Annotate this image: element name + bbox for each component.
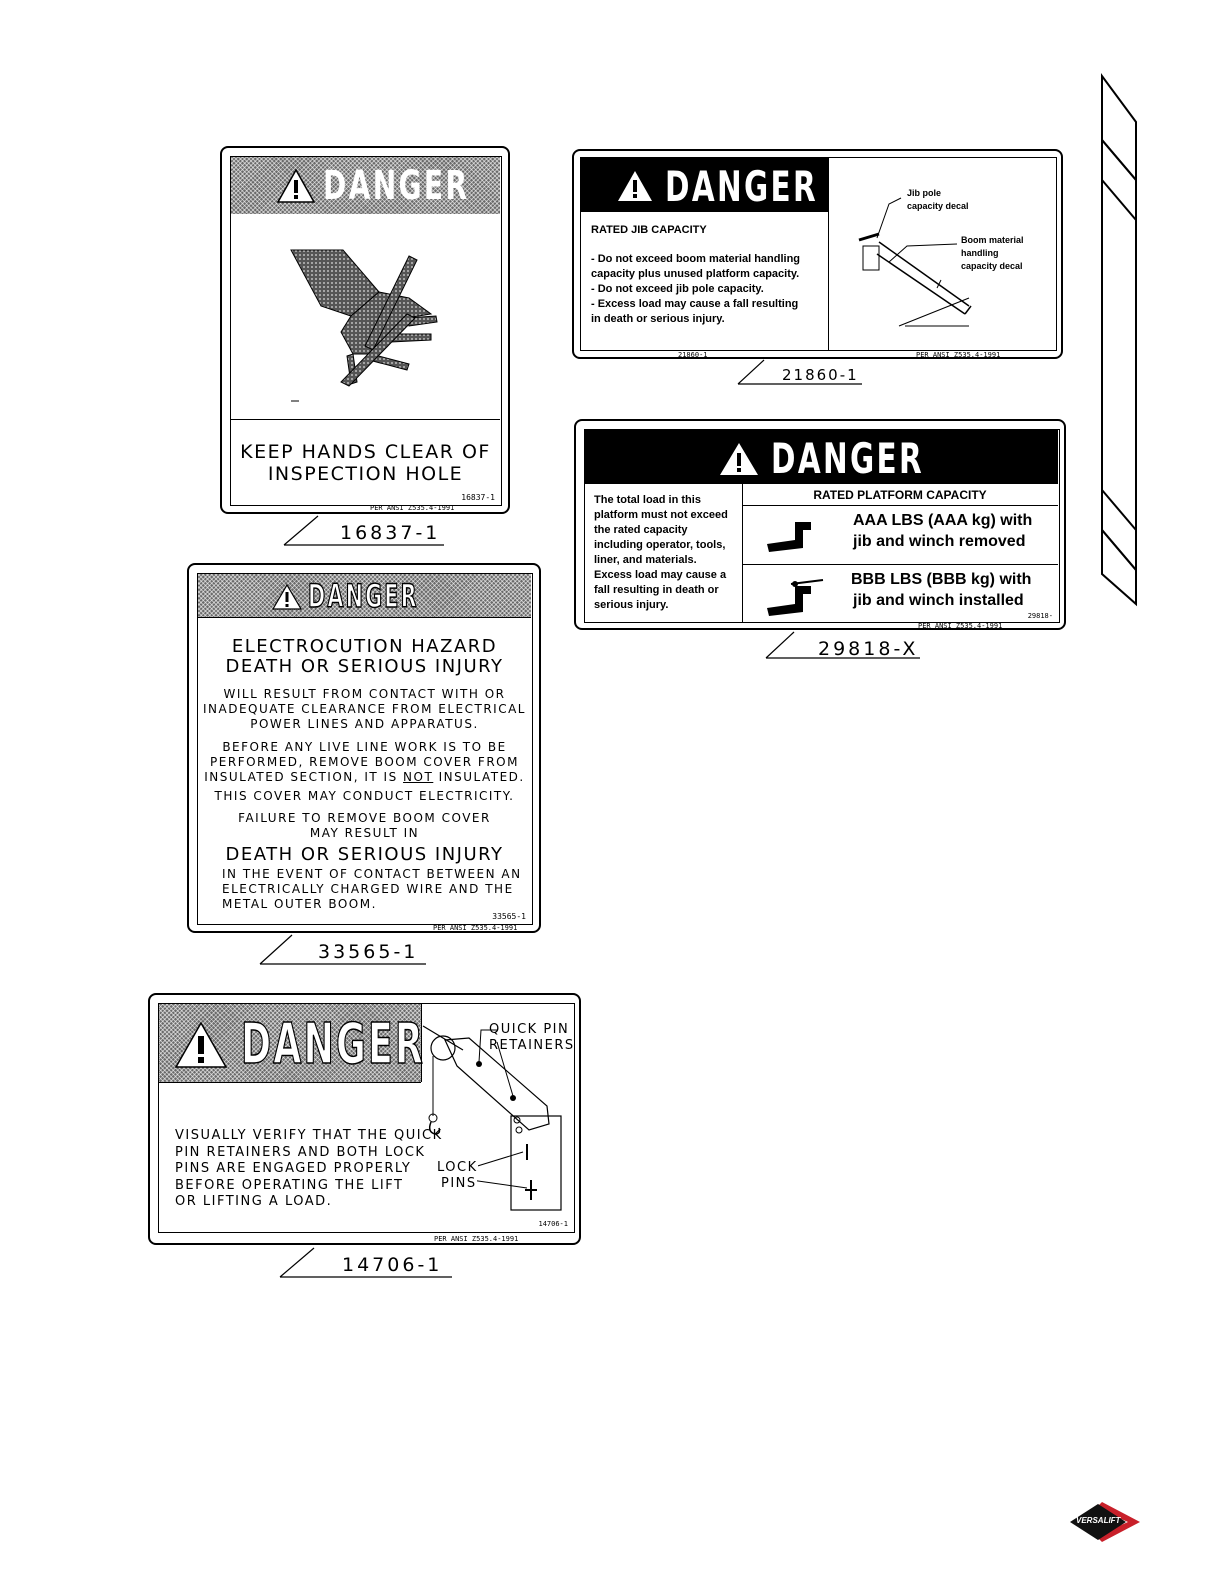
decal-29818-row1-a: AAA LBS (AAA kg) with [853,512,1033,529]
danger-header [231,157,500,214]
decal-29818-l7: serious injury. [594,599,669,611]
decal-21860-per: PER ANSI Z535.4-1991 [916,351,1001,359]
decal-33565-p5a: IN THE EVENT OF CONTACT BETWEEN AN [222,867,522,881]
decal-14706-inner [158,1003,575,1233]
danger-header [159,1004,426,1082]
warning-triangle-icon [719,442,759,476]
decal-16837-line1: KEEP HANDS CLEAR OF [240,441,491,463]
callout-boom-line1: Boom material [961,235,1024,245]
decal-33565-code: 33565-1 [492,912,526,921]
callout-boom-line3: capacity decal [961,261,1023,271]
decal-33565-not: NOT [403,770,434,784]
jib-boom-illustration [829,158,1059,348]
decal-29818-l0: The total load in this [594,494,701,506]
decal-33565-heading3: DEATH OR SERIOUS INJURY [225,844,504,865]
decal-33565-p5b: ELECTRICALLY CHARGED WIRE AND THE [222,882,514,896]
decal-29818-l6: fall resulting in death or [594,584,719,596]
boom-removed-icon [765,518,825,558]
danger-word: DANGER [665,162,819,211]
callout-lock-pins-2: PINS [441,1176,477,1191]
decal-21860-title: RATED JIB CAPACITY [591,224,707,236]
decal-16837-line2: INSPECTION HOLE [267,463,464,485]
decal-33565-p2c-a: INSULATED SECTION, IT IS [204,770,404,784]
decal-33565-p1c: POWER LINES AND APPARATUS. [250,717,479,731]
callout-boom-line2: handling [961,248,999,258]
decal-29818-row1-b: jib and winch removed [853,533,1026,550]
decal-33565-p4a: FAILURE TO REMOVE BOOM COVER [238,811,491,825]
decal-21860 [572,149,1063,359]
decal-29818-per: PER ANSI Z535.4-1991 [918,622,1003,630]
callout-lock-pins-1: LOCK [437,1160,478,1175]
decal-14706-t2: PINS ARE ENGAGED PROPERLY [175,1161,412,1176]
danger-word: DANGER [308,577,419,615]
warning-triangle-icon [272,584,302,610]
callout-jib-line1: Jib pole [907,188,942,198]
decal-14706-per: PER ANSI Z535.4-1991 [434,1235,519,1243]
warning-triangle-icon [617,170,653,202]
decal-33565-p1a: WILL RESULT FROM CONTACT WITH OR [223,687,506,701]
decal-29818-l4: liner, and materials. [594,554,697,566]
decal-14706-t1: PIN RETAINERS AND BOTH LOCK [175,1145,426,1160]
decal-29818-row2-b: jib and winch installed [853,592,1024,609]
decal-29818-l3: including operator, tools, [594,539,726,551]
decal-33565-heading1: ELECTROCUTION HAZARD [231,636,498,657]
decal-33565-p2a: BEFORE ANY LIVE LINE WORK IS TO BE [222,740,507,754]
decal-33565 [187,563,541,933]
danger-header [198,574,531,617]
decal-16837-code: 16837-1 [461,493,495,502]
decal-21860-code: 21860-1 [678,351,708,359]
decal-29818 [574,419,1066,630]
part-number-16837: 16837-1 [340,522,441,544]
part-number-14706: 14706-1 [342,1254,443,1276]
decal-21860-inner [580,157,1057,351]
decal-29818-l5: Excess load may cause a [594,569,727,581]
decal-14706 [148,993,581,1245]
decal-16837-inner [230,156,502,506]
warning-triangle-icon [175,1022,227,1068]
decal-29818-l2: the rated capacity [594,524,688,536]
decal-33565-heading2: DEATH OR SERIOUS INJURY [225,656,504,677]
decal-33565-p2c [198,770,531,784]
hand-hazard-icon [231,214,503,414]
decal-21860-b1: capacity plus unused platform capacity. [591,268,800,280]
decal-33565-p4b: MAY RESULT IN [309,826,420,840]
decal-33565-p1b: INADEQUATE CLEARANCE FROM ELECTRICAL [202,702,526,716]
part-number-21860: 21860-1 [782,366,859,384]
decal-29818-row2-a: BBB LBS (BBB kg) with [851,571,1032,588]
decal-33565-p5c: METAL OUTER BOOM. [222,897,377,911]
danger-word: DANGER [323,163,470,209]
decal-16837-per: PER ANSI Z535.4-1991 [370,504,455,512]
callout-jib-line2: capacity decal [907,201,969,211]
decal-29818-inner [584,429,1060,623]
warning-triangle-icon [277,169,315,203]
decal-14706-t4: OR LIFTING A LOAD. [175,1194,333,1209]
decal-29818-code: 29818- [1027,612,1053,620]
decal-21860-b0: - Do not exceed boom material handling [591,253,801,265]
danger-word: DANGER [771,434,925,483]
decal-29818-table-title: RATED PLATFORM CAPACITY [813,488,987,502]
part-number-29818: 29818-X [818,638,919,660]
decal-14706-code: 14706-1 [538,1220,568,1228]
danger-word: DANGER [241,1012,426,1077]
decal-33565-p2b: PERFORMED, REMOVE BOOM COVER FROM [210,755,519,769]
decal-33565-p2c-b: INSULATED. [433,770,525,784]
decal-16837 [220,146,510,514]
danger-header [581,158,828,212]
versalift-logo-text: VERSALIFT [1076,1516,1121,1525]
decal-33565-inner [197,573,533,925]
decal-21860-b2: - Do not exceed jib pole capacity. [591,283,764,295]
decal-33565-p3: THIS COVER MAY CONDUCT ELECTRICITY. [214,789,515,803]
decal-21860-b4: in death or serious injury. [591,313,725,325]
decal-33565-per: PER ANSI Z535.4-1991 [433,924,518,932]
decal-29818-l1: platform must not exceed [594,509,728,521]
decal-14706-t0: VISUALLY VERIFY THAT THE QUICK [175,1128,443,1143]
decal-21860-b3: - Excess load may cause a fall resulting [591,298,799,310]
callout-quick-pin-1: QUICK PIN [489,1022,570,1037]
callout-quick-pin-2: RETAINERS [489,1038,575,1053]
danger-header [585,430,1058,484]
section-tab-marks [1098,70,1148,610]
decal-14706-t3: BEFORE OPERATING THE LIFT [175,1178,404,1193]
part-number-33565: 33565-1 [318,941,419,963]
boom-installed-icon [765,574,835,624]
